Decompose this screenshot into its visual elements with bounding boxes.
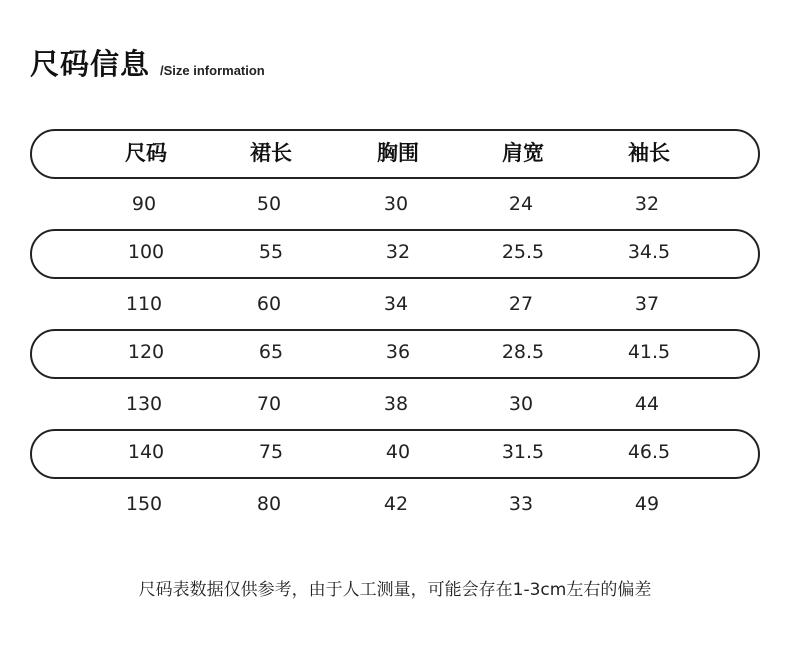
cell-size: 100 bbox=[127, 241, 165, 263]
cell-size: 150 bbox=[125, 493, 163, 515]
cell-sleeve-length: 32 bbox=[634, 193, 660, 215]
table-row bbox=[30, 179, 760, 229]
title-subtitle: /Size information bbox=[160, 63, 265, 78]
header-size: 尺码 bbox=[125, 141, 167, 165]
cell-sleeve-length: 46.5 bbox=[627, 441, 671, 463]
cell-skirt-length: 60 bbox=[256, 293, 282, 315]
header-shoulder: 肩宽 bbox=[502, 141, 544, 165]
cell-skirt-length: 80 bbox=[256, 493, 282, 515]
header-skirt-length: 裙长 bbox=[250, 141, 292, 165]
cell-sleeve-length: 41.5 bbox=[627, 341, 671, 363]
cell-size: 140 bbox=[127, 441, 165, 463]
cell-chest: 30 bbox=[383, 193, 409, 215]
page-title bbox=[30, 46, 265, 82]
cell-skirt-length: 70 bbox=[256, 393, 282, 415]
cell-size: 120 bbox=[127, 341, 165, 363]
size-table bbox=[30, 129, 760, 529]
cell-size: 90 bbox=[131, 193, 157, 215]
header-sleeve-length: 袖长 bbox=[628, 141, 670, 165]
header-chest: 胸围 bbox=[377, 141, 419, 165]
cell-sleeve-length: 37 bbox=[634, 293, 660, 315]
table-row bbox=[30, 479, 760, 529]
cell-skirt-length: 75 bbox=[258, 441, 284, 463]
cell-size: 130 bbox=[125, 393, 163, 415]
table-row bbox=[30, 229, 760, 279]
table-row bbox=[30, 279, 760, 329]
cell-chest: 32 bbox=[385, 241, 411, 263]
cell-sleeve-length: 44 bbox=[634, 393, 660, 415]
cell-shoulder: 28.5 bbox=[501, 341, 545, 363]
cell-chest: 38 bbox=[383, 393, 409, 415]
cell-skirt-length: 55 bbox=[258, 241, 284, 263]
cell-shoulder: 27 bbox=[508, 293, 534, 315]
cell-skirt-length: 65 bbox=[258, 341, 284, 363]
cell-shoulder: 33 bbox=[508, 493, 534, 515]
table-row bbox=[30, 429, 760, 479]
measurement-disclaimer: 尺码表数据仅供参考，由于人工测量，可能会存在1-3cm左右的偏差 bbox=[138, 580, 652, 600]
table-row bbox=[30, 379, 760, 429]
table-header-row bbox=[30, 129, 760, 179]
table-row bbox=[30, 329, 760, 379]
cell-chest: 36 bbox=[385, 341, 411, 363]
cell-sleeve-length: 49 bbox=[634, 493, 660, 515]
cell-skirt-length: 50 bbox=[256, 193, 282, 215]
cell-shoulder: 24 bbox=[508, 193, 534, 215]
cell-chest: 34 bbox=[383, 293, 409, 315]
title-main: 尺码信息 bbox=[30, 47, 151, 81]
cell-sleeve-length: 34.5 bbox=[627, 241, 671, 263]
cell-shoulder: 31.5 bbox=[501, 441, 545, 463]
cell-chest: 40 bbox=[385, 441, 411, 463]
cell-shoulder: 25.5 bbox=[501, 241, 545, 263]
cell-size: 110 bbox=[125, 293, 163, 315]
cell-shoulder: 30 bbox=[508, 393, 534, 415]
cell-chest: 42 bbox=[383, 493, 409, 515]
